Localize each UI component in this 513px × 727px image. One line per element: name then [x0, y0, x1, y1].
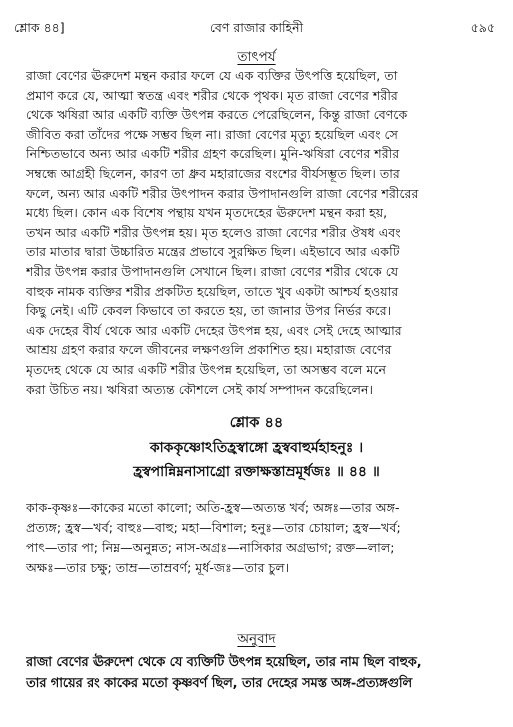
purport-line: প্রমাণ করে যে, আত্মা স্বতন্ত্র এবং শরীর থেকে পৃথক। মৃত রাজা বেণের শরীর: [26, 87, 398, 103]
translation-line: রাজা বেণের ঊরুদেশ থেকে যে ব্যক্তিটি উৎপন্ন হয়েছিল, তার নাম ছিল বাহুক,: [26, 655, 422, 670]
verse-line-2: হ্রস্বপান্নিম্ননাসাগ্রো রক্তাক্ষস্তাম্রমূর্ধজঃ ॥ ৪৪ ॥: [133, 464, 380, 480]
verse-number-heading: শ্লোক ৪৪: [229, 415, 284, 431]
purport-line: নিশ্চিতভাবে অন্য আর একটি শরীর গ্রহণ করেছিল। মুনি-ঋষিরা বেণের শরীর: [26, 146, 400, 162]
purport-line: বাহুক নামক ব্যক্তির শরীর প্রকটিত হয়েছিল, তাতে খুব একটা আশ্চর্য হওয়ার: [26, 283, 399, 299]
purport-line: আশ্রয় গ্রহণ করার ফলে জীবনের লক্ষণগুলি প্রকাশিত হয়। মহারাজ বেণের: [26, 342, 392, 358]
header-chapter-title: বেণ রাজার কাহিনী: [209, 20, 304, 35]
purport-heading: তাৎপর্য: [237, 49, 276, 65]
translation-heading: অনুবাদ: [237, 631, 276, 647]
purport-line: ফলে, অন্য আর একটি শরীর উৎপাদন করার উপাদানগুলি রাজা বেণের শরীরের: [26, 185, 419, 201]
purport-line: তখন আর একটি শরীর উৎপন্ন হয়। মৃত হলেও রাজা বেণের শরীর ঔষধ এবং: [26, 224, 401, 240]
purport-line: থেকে ঋষিরা আর একটি ব্যক্তি উৎপন্ন করতে পেরেছিলেন, কিন্তু রাজা বেণকে: [26, 107, 408, 123]
translation-text: [26, 652, 494, 694]
running-header: [14, 20, 499, 38]
purport-line: শরীর উৎপন্ন করার উপাদানগুলি সেখানে ছিল। রাজা বেণের শরীর থেকে যে: [26, 263, 399, 279]
synonyms-text: [26, 498, 494, 578]
purport-line: মৃতদেহ থেকে যে আর একটি শরীর উৎপন্ন হয়েছিল, তা অসম্ভব বলে মনে: [26, 361, 386, 377]
synonyms-line: অক্ষঃ—তার চক্ষু; তাম্র—তাম্রবর্ণ; মূর্ধ-জঃ—তার চুল।: [26, 560, 290, 575]
purport-line: সম্বন্ধে আগ্রহী ছিলেন, কারণ তা ধ্রুব মহারাজের বংশের বীর্যসম্ভূত ছিল। তার: [26, 165, 400, 181]
header-verse-ref: শ্লোক ৪৪]: [14, 20, 65, 35]
synonyms-line: প্রত্যঙ্গ; হ্রস্ব—খর্ব; বাহুঃ—বাহু; মহা—বিশাল; হনুঃ—তার চোয়াল; হ্রস্ব—খর্ব;: [26, 520, 401, 535]
synonyms-line: পাৎ—তার পা; নিম্ন—অনুন্নত; নাস-অগ্রঃ—নাসিকার অগ্রভাগ; রক্ত—লাল;: [26, 540, 395, 555]
purport-line: তার মাতার দ্বারা উচ্চারিত মন্ত্রের প্রভাবে সুরক্ষিত ছিল। এইভাবে আর একটি: [26, 244, 400, 260]
purport-line: এক দেহের বীর্য থেকে আর একটি দেহের উৎপন্ন হয়, এবং সেই দেহে আত্মার: [26, 322, 402, 338]
purport-text: [26, 66, 494, 399]
purport-line: মধ্যে ছিল। কোন এক বিশেষ পন্থায় যখন মৃতদেহের ঊরুদেশ মন্থন করা হয়,: [26, 205, 388, 221]
purport-line: রাজা বেণের ঊরুদেশ মন্থন করার ফলে যে এক ব্যক্তির উৎপত্তি হয়েছিল, তা: [26, 68, 398, 83]
verse-line-1: কাককৃষ্ণোঽতিহ্রস্বাঙ্গো হ্রস্ববাহুর্মহাহনুঃ ।: [149, 440, 364, 456]
synonyms-line: কাক-কৃষ্ণঃ—কাকের মতো কালো; অতি-হ্রস্ব—অত্যন্ত খর্ব; অঙ্গঃ—তার অঙ্গ-: [26, 500, 400, 515]
purport-line: করা উচিত নয়। ঋষিরা অত্যন্ত কৌশলে সেই কার্য সম্পাদন করেছিলেন।: [26, 381, 374, 397]
header-page-number: ৫৯৫: [470, 20, 495, 35]
translation-line: তার গায়ের রং কাকের মতো কৃষ্ণবর্ণ ছিল, তার দেহের সমস্ত অঙ্গ-প্রত্যঙ্গগুলি: [26, 676, 413, 691]
purport-line: জীবিত করা তাঁদের পক্ষে সম্ভব ছিল না। রাজা বেণের মৃত্যু হয়েছিল এবং সে: [26, 126, 398, 142]
purport-line: কিছু নেই। এটি কেবল কিভাবে তা করতে হয়, তা জানার উপর নির্ভর করে।: [26, 303, 392, 319]
